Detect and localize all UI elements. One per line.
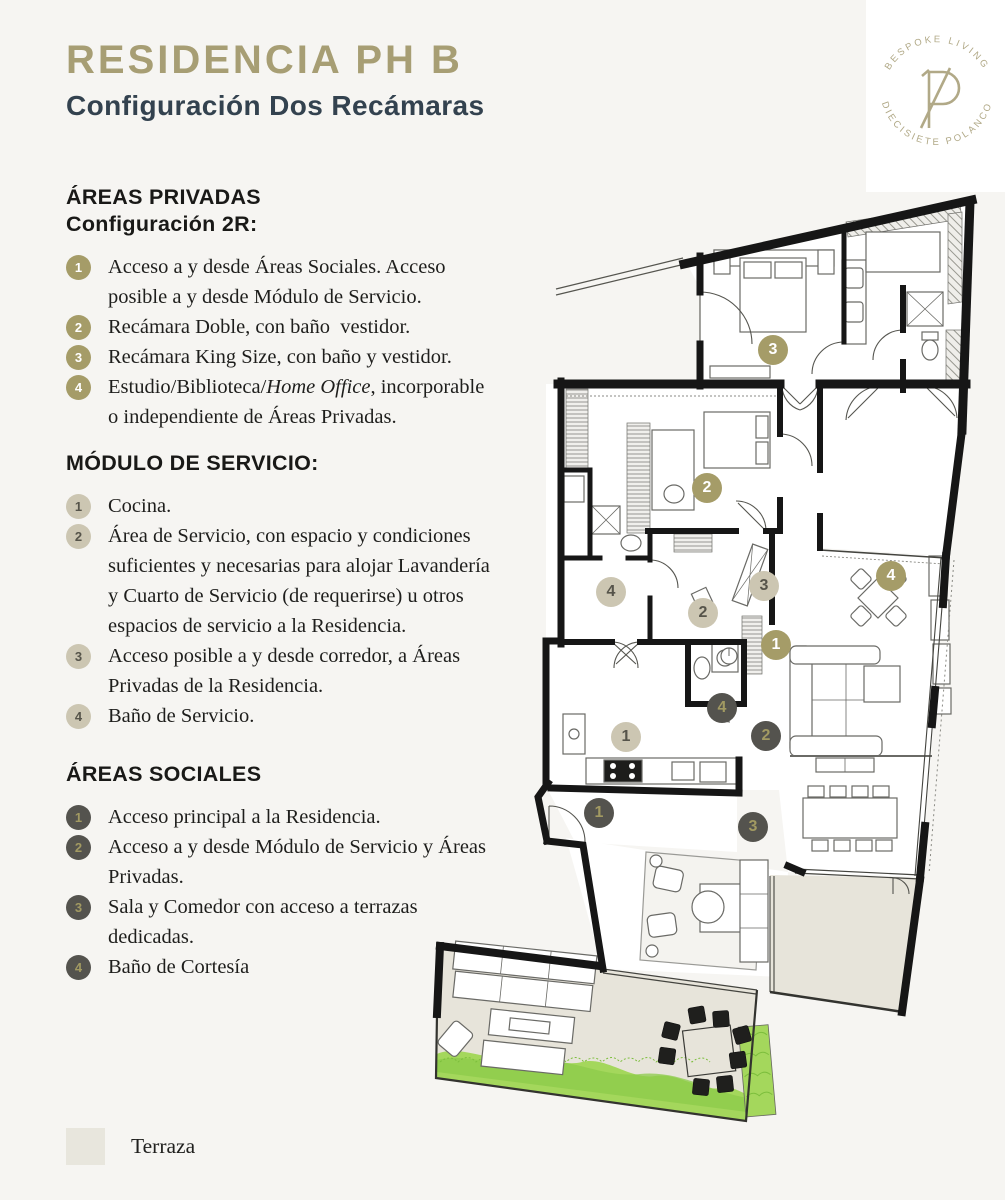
item-text: Cocina. — [108, 495, 172, 517]
item-text: Recámara Doble, con baño vestidor. — [108, 316, 411, 338]
item-text: Baño de Servicio. — [108, 705, 255, 727]
desk — [652, 430, 694, 510]
plan-marker-dark-2: 2 — [751, 721, 781, 751]
plan-marker-olive-3: 3 — [758, 335, 788, 365]
item-number-badge: 1 — [66, 805, 91, 830]
item-number-badge: 2 — [66, 315, 91, 340]
item-text: Acceso a y desde Módulo de Servicio y Áreas Privadas. — [108, 836, 486, 888]
item-text: Área de Servicio, con espacio y condiciones suficientes y necesarias para alojar Lavandería y Cuarto de Servicio (de requerirse) u otros espacios de servicio a la Residencia. — [108, 525, 490, 637]
item-number-badge: 1 — [66, 494, 91, 519]
plan-marker-dark-1: 1 — [584, 798, 614, 828]
item-number-badge: 3 — [66, 895, 91, 920]
item-text: Estudio/Biblioteca/Home Office, incorporable o independiente de Áreas Privadas. — [108, 376, 485, 428]
double-bed — [704, 412, 770, 468]
plan-marker-dark-4: 4 — [707, 693, 737, 723]
item-text: Recámara King Size, con baño y vestidor. — [108, 346, 452, 368]
sala-seating — [640, 852, 768, 970]
plan-marker-beige-1: 1 — [611, 722, 641, 752]
item-number-badge: 4 — [66, 704, 91, 729]
section-heading: Configuración 2R: — [66, 212, 258, 236]
logo-arc-bottom-text: DIECISIETE POLANCO — [878, 100, 996, 149]
item-number-badge: 1 — [66, 255, 91, 280]
item-number-badge: 2 — [66, 835, 91, 860]
item-number-badge: 3 — [66, 345, 91, 370]
item-text: Acceso a y desde Áreas Sociales. Acceso posible a y desde Módulo de Servicio. — [108, 256, 446, 308]
item-text: Baño de Cortesía — [108, 956, 250, 978]
logo-arc-top-text: BESPOKE LIVING — [882, 34, 992, 73]
plan-marker-beige-2: 2 — [688, 598, 718, 628]
terraza-label: Terraza — [131, 1134, 196, 1158]
plan-marker-olive-2: 2 — [692, 473, 722, 503]
plan-marker-beige-4: 4 — [596, 577, 626, 607]
item-text: Acceso posible a y desde corredor, a Áreas Privadas de la Residencia. — [108, 645, 461, 697]
section-heading: ÁREAS SOCIALES — [66, 762, 262, 786]
item-number-badge: 3 — [66, 644, 91, 669]
page-subtitle: Configuración Dos Recámaras — [66, 90, 485, 121]
plan-marker-olive-4: 4 — [876, 561, 906, 591]
item-number-badge: 4 — [66, 955, 91, 980]
item-text: Sala y Comedor con acceso a terrazas dedicadas. — [108, 896, 418, 948]
plan-marker-olive-1: 1 — [761, 630, 791, 660]
plan-marker-dark-3: 3 — [738, 812, 768, 842]
shower — [907, 292, 943, 326]
item-text: Acceso principal a la Residencia. — [108, 806, 381, 828]
item-number-badge: 4 — [66, 375, 91, 400]
walkin-closet — [866, 232, 940, 272]
section-heading: MÓDULO DE SERVICIO: — [66, 451, 319, 475]
terrace-right — [770, 875, 920, 1012]
item-number-badge: 2 — [66, 524, 91, 549]
section-heading: ÁREAS PRIVADAS — [66, 185, 261, 209]
side-table — [864, 666, 900, 702]
toilet — [922, 332, 938, 360]
plan-marker-beige-3: 3 — [749, 571, 779, 601]
page-title: RESIDENCIA PH B — [66, 38, 463, 82]
